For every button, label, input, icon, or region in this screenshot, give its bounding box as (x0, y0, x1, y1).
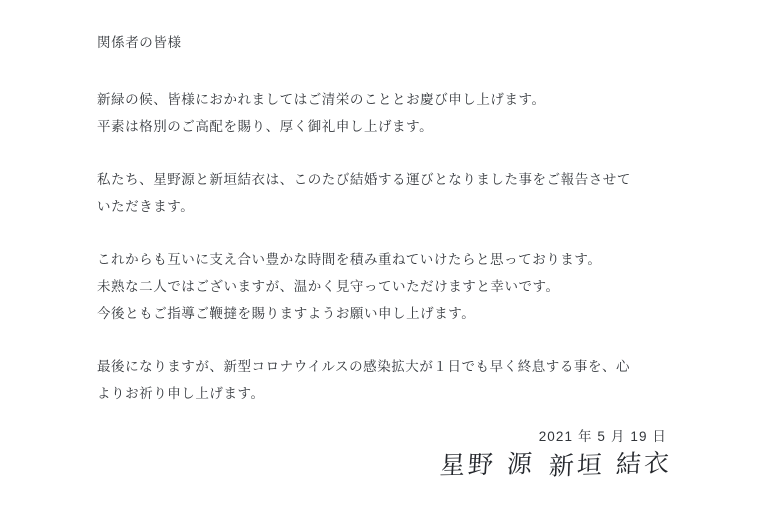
signature-block (439, 448, 673, 481)
paragraph-line: 私たち、星野源と新垣結衣は、このたび結婚する運びとなりました事をご報告させて (97, 172, 631, 187)
document-body (97, 30, 667, 433)
document-date: 2021 年 5 月 19 日 (538, 429, 667, 444)
paragraph-announcement (97, 166, 667, 220)
paragraph-line: よりお祈り申し上げます。 (97, 386, 265, 401)
paragraph-line: 平素は格別のご高配を賜り、厚く御礼申し上げます。 (97, 119, 434, 134)
paragraph-line: 最後になりますが、新型コロナウイルスの感染拡大が１日でも早く終息する事を、心 (97, 359, 631, 374)
paragraph-line: 新緑の候、皆様におかれましてはご清栄のこととお慶び申し上げます。 (97, 92, 546, 107)
signature-name-aragaki: 新垣 結衣 (548, 448, 673, 481)
paragraph-line: 今後ともご指導ご鞭撻を賜りますようお願い申し上げます。 (97, 306, 476, 321)
paragraph-request (97, 246, 667, 327)
signature-name-hoshino: 星野 源 (439, 449, 537, 480)
paragraph-greeting (97, 86, 667, 140)
paragraph-line: 未熟な二人ではございますが、温かく見守っていただけますと幸いです。 (97, 279, 560, 294)
paragraph-closing (97, 353, 667, 407)
paragraph-line: これからも互いに支え合い豊かな時間を積み重ねていけたらと思っております。 (97, 252, 602, 267)
paragraph-line: いただきます。 (97, 199, 195, 214)
salutation: 関係者の皆様 (97, 35, 182, 50)
